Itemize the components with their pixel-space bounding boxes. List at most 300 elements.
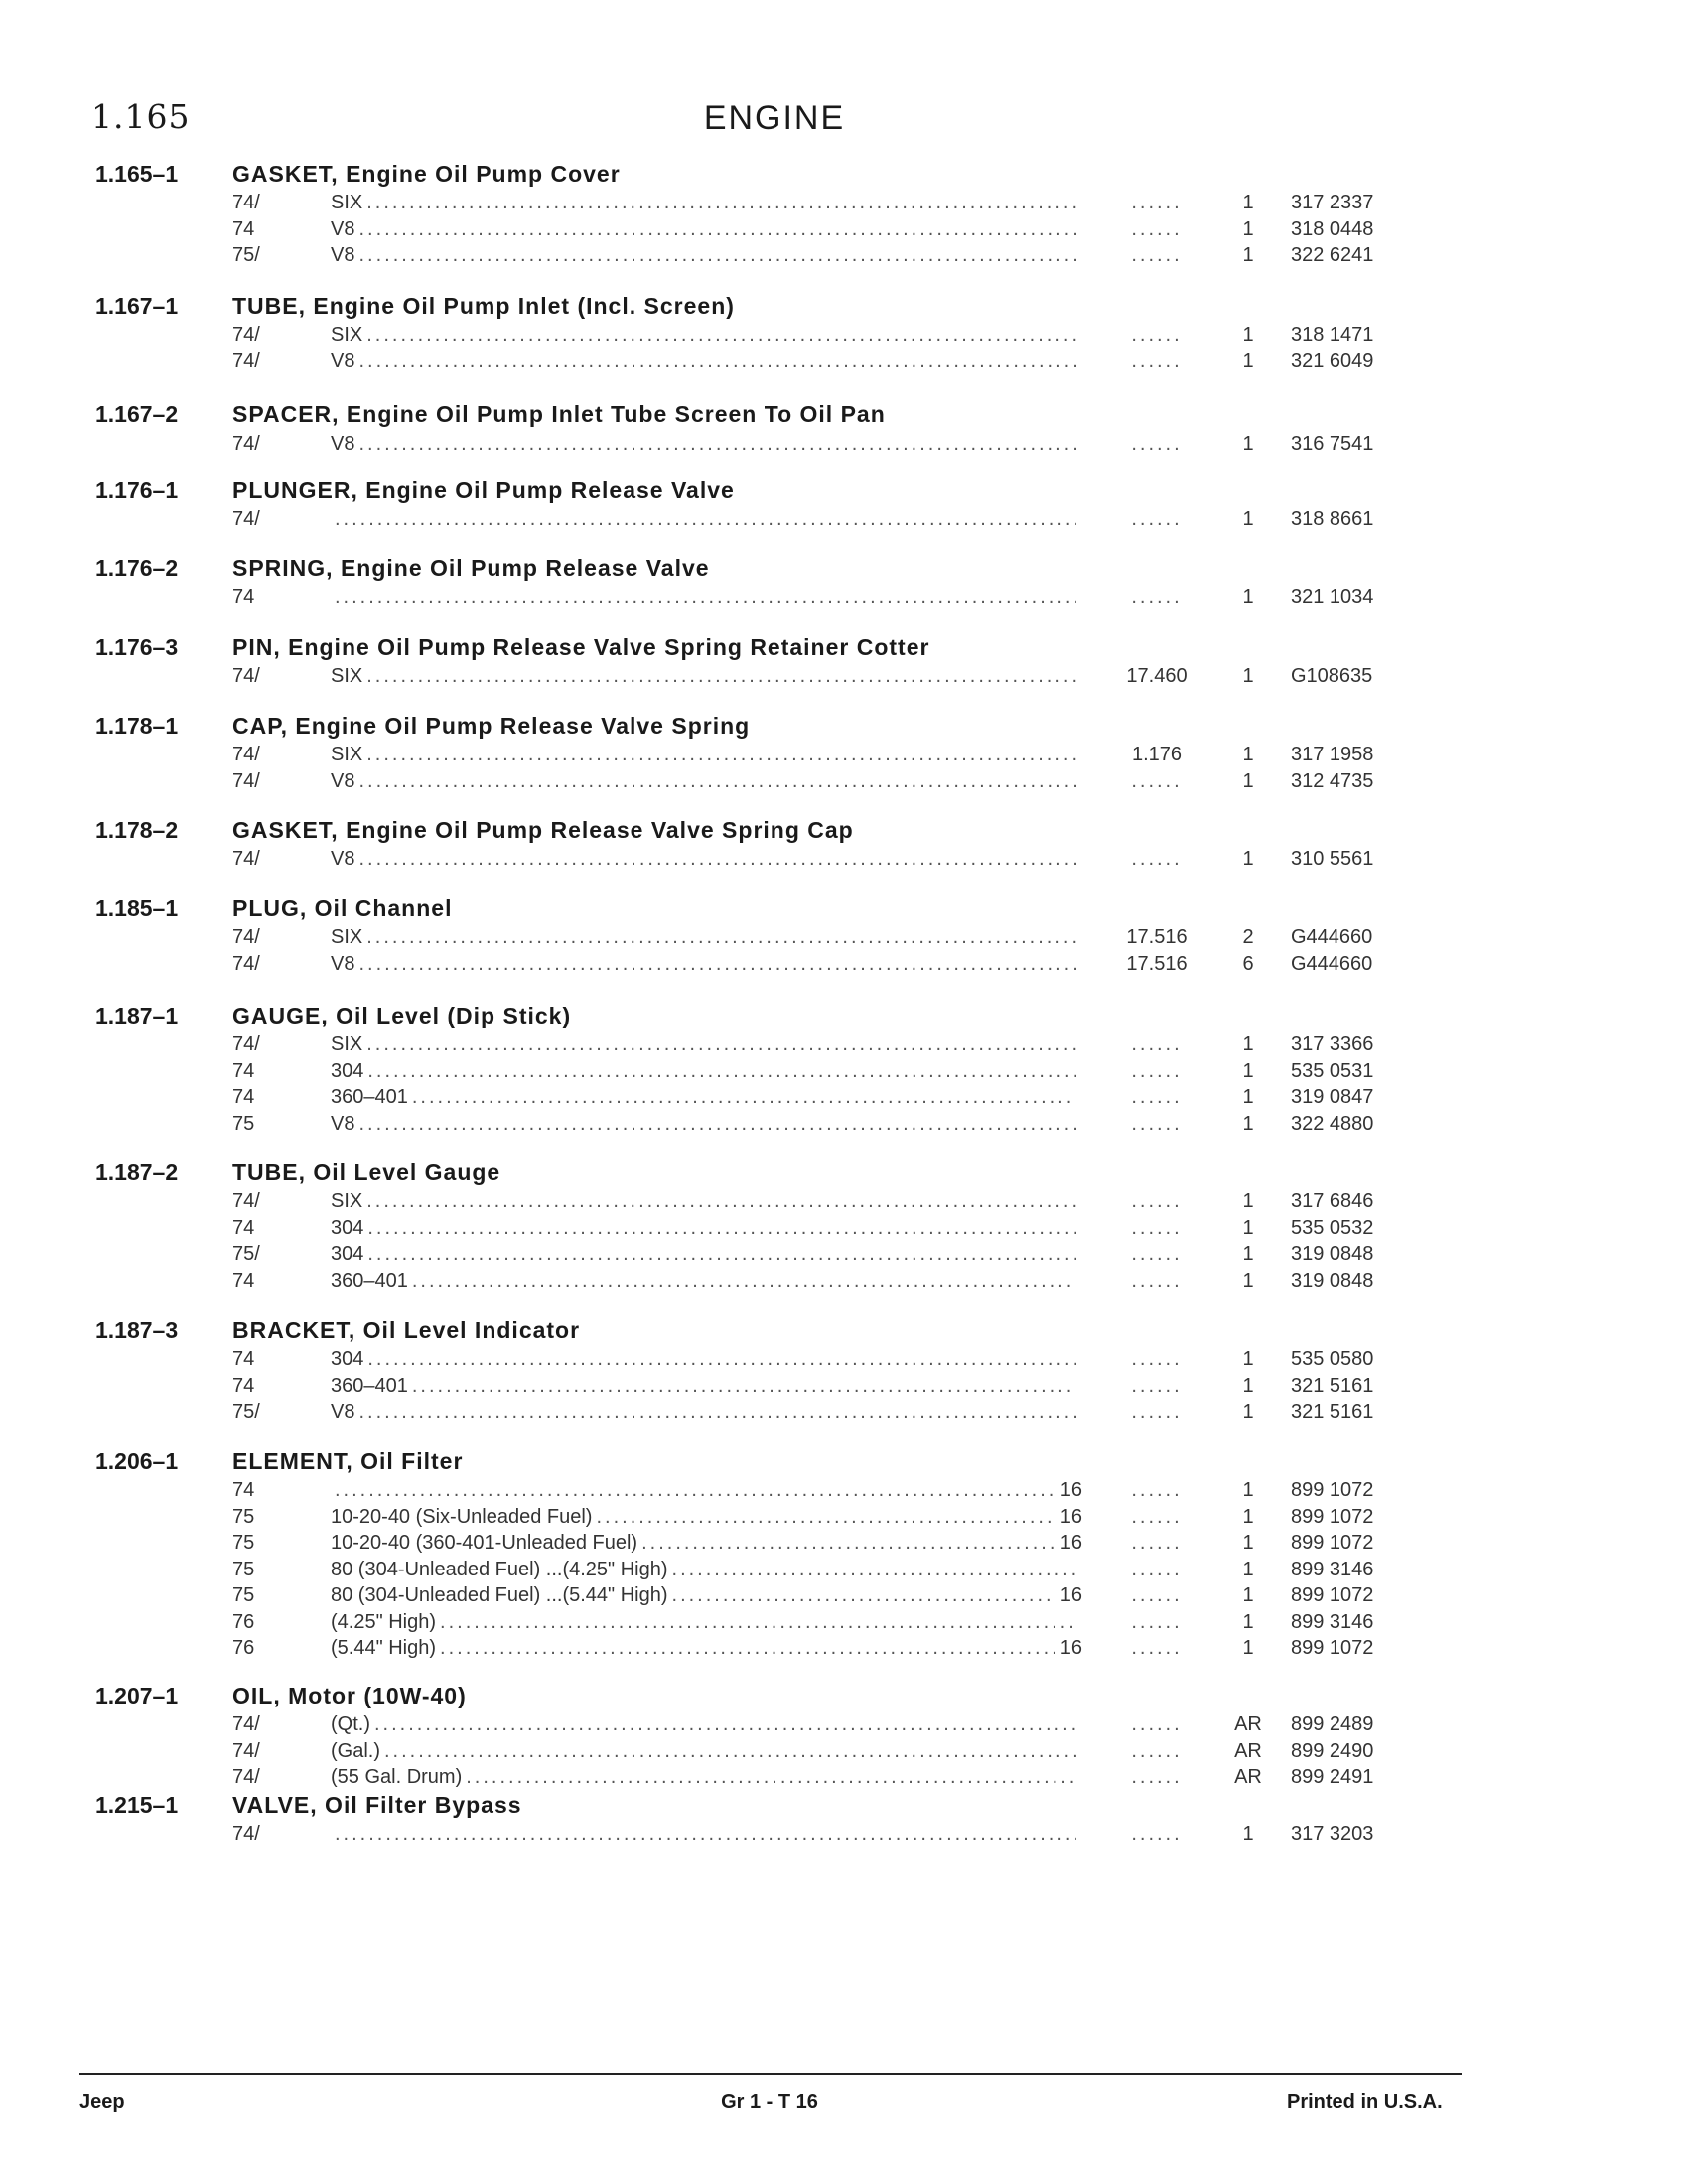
- model-year: 75: [232, 1505, 255, 1528]
- part-number: 321 6049: [1291, 349, 1374, 372]
- section-reference: ......: [1131, 1558, 1183, 1580]
- dot-leader: [412, 1375, 1076, 1398]
- model-year: 74: [232, 1374, 255, 1397]
- quantity: 1: [1242, 848, 1254, 870]
- section-reference: ......: [1131, 1713, 1183, 1735]
- section-reference: ......: [1131, 1584, 1183, 1606]
- part-line: [0, 218, 1688, 244]
- section-ref-number: 1.187–2: [95, 1160, 179, 1185]
- section-ref-number: 1.207–1: [95, 1683, 179, 1708]
- part-number: 318 1471: [1291, 324, 1374, 345]
- quantity: 1: [1242, 1112, 1254, 1135]
- part-number: 535 0580: [1291, 1348, 1374, 1370]
- part-number: 318 8661: [1291, 508, 1374, 530]
- section-reference: ......: [1131, 1243, 1183, 1265]
- dot-leader: [384, 1740, 1076, 1763]
- quantity: 1: [1242, 1584, 1254, 1606]
- footnote-ref: 16: [1059, 1637, 1082, 1659]
- part-description: (55 Gal. Drum): [331, 1766, 463, 1788]
- section-reference: ......: [1131, 1216, 1183, 1239]
- section-reference: ......: [1131, 1348, 1183, 1370]
- part-number: 899 1072: [1291, 1505, 1374, 1528]
- part-description: V8: [331, 1112, 355, 1135]
- part-number: G108635: [1291, 665, 1373, 687]
- part-description: SIX: [331, 665, 363, 687]
- model-year: 74/: [232, 349, 260, 372]
- dot-leader: [335, 586, 1076, 609]
- part-description: 360–401: [331, 1374, 408, 1397]
- dot-leader: [358, 770, 1076, 793]
- dot-leader: [672, 1584, 1055, 1607]
- description-cell: [331, 1506, 1082, 1529]
- part-line: [0, 1479, 1688, 1505]
- part-number: 317 3366: [1291, 1033, 1374, 1055]
- part-description: (4.25" High): [331, 1610, 437, 1633]
- part-description: V8: [331, 244, 355, 266]
- section-reference: ......: [1131, 433, 1183, 455]
- dot-leader: [366, 192, 1076, 214]
- quantity: 1: [1242, 586, 1254, 608]
- part-number: 899 1072: [1291, 1637, 1374, 1659]
- description-cell: [331, 433, 1082, 456]
- section-heading: VALVE, Oil Filter Bypass: [232, 1792, 522, 1818]
- dot-leader: [440, 1611, 1076, 1634]
- section-reference: ......: [1131, 349, 1183, 372]
- footer-printed: Printed in U.S.A.: [1287, 2091, 1443, 2113]
- part-description: 304: [331, 1216, 364, 1239]
- dot-leader: [358, 1401, 1076, 1424]
- section-heading: PLUNGER, Engine Oil Pump Release Valve: [232, 478, 735, 503]
- dot-leader: [367, 1060, 1076, 1083]
- part-line: [0, 1823, 1688, 1848]
- quantity: 1: [1242, 1059, 1254, 1082]
- part-description: V8: [331, 1401, 355, 1423]
- part-description: 10-20-40 (360-401-Unleaded Fuel): [331, 1532, 638, 1554]
- dot-leader: [366, 926, 1076, 949]
- part-description: 304: [331, 1059, 364, 1082]
- part-line: [0, 1559, 1688, 1584]
- description-cell: [331, 744, 1082, 766]
- part-number: 899 1072: [1291, 1479, 1374, 1501]
- model-year: 75: [232, 1558, 255, 1580]
- part-line: [0, 665, 1688, 691]
- model-year: 74: [232, 217, 255, 240]
- description-cell: [331, 770, 1082, 793]
- dot-leader: [367, 1217, 1076, 1240]
- section-ref-number: 1.176–3: [95, 634, 179, 660]
- dot-leader: [672, 1559, 1076, 1581]
- part-line: [0, 350, 1688, 376]
- footnote-ref: 16: [1059, 1505, 1082, 1528]
- dot-leader: [335, 1823, 1076, 1845]
- quantity: 1: [1242, 1374, 1254, 1397]
- part-description: SIX: [331, 926, 363, 948]
- dot-leader: [358, 433, 1076, 456]
- dot-leader: [466, 1766, 1076, 1789]
- part-description: 80 (304-Unleaded Fuel) ...(4.25" High): [331, 1558, 668, 1580]
- quantity: 1: [1242, 1216, 1254, 1239]
- part-number: 535 0531: [1291, 1059, 1374, 1082]
- quantity: 1: [1242, 1479, 1254, 1501]
- description-cell: [331, 1584, 1082, 1607]
- dot-leader: [358, 1113, 1076, 1136]
- part-number: 322 6241: [1291, 244, 1374, 266]
- model-year: 74/: [232, 926, 260, 948]
- model-year: 75: [232, 1112, 255, 1135]
- description-cell: [331, 1401, 1082, 1424]
- footer-rule: [79, 2073, 1462, 2075]
- part-number: 321 5161: [1291, 1374, 1374, 1397]
- footnote-ref: 16: [1059, 1584, 1082, 1606]
- model-year: 74: [232, 1348, 255, 1370]
- part-number: 322 4880: [1291, 1112, 1374, 1135]
- model-year: 76: [232, 1610, 255, 1633]
- description-cell: [331, 1532, 1082, 1555]
- section-reference: ......: [1131, 1637, 1183, 1659]
- part-line: [0, 508, 1688, 534]
- section-reference: ......: [1131, 1505, 1183, 1528]
- section-heading: ELEMENT, Oil Filter: [232, 1448, 464, 1474]
- description-cell: [331, 1113, 1082, 1136]
- model-year: 74/: [232, 1766, 260, 1788]
- part-line: [0, 1348, 1688, 1374]
- part-line: [0, 1584, 1688, 1610]
- part-description: 80 (304-Unleaded Fuel) ...(5.44" High): [331, 1584, 668, 1606]
- section-reference: ......: [1131, 324, 1183, 345]
- part-description: V8: [331, 848, 355, 870]
- section-ref-number: 1.165–1: [95, 161, 179, 187]
- model-year: 74/: [232, 665, 260, 687]
- part-line: [0, 1766, 1688, 1792]
- model-year: 75/: [232, 1243, 260, 1265]
- part-line: [0, 926, 1688, 952]
- part-number: 899 3146: [1291, 1558, 1374, 1580]
- part-description: V8: [331, 217, 355, 240]
- section-ref-number: 1.187–1: [95, 1003, 179, 1028]
- section-reference: ......: [1131, 586, 1183, 608]
- part-line: [0, 1375, 1688, 1401]
- model-year: 74/: [232, 769, 260, 792]
- description-cell: [331, 1611, 1082, 1634]
- part-number: G444660: [1291, 926, 1373, 948]
- part-description: SIX: [331, 1190, 363, 1212]
- dot-leader: [366, 665, 1076, 688]
- part-line: [0, 1637, 1688, 1663]
- dot-leader: [358, 218, 1076, 241]
- section-reference: ......: [1131, 217, 1183, 240]
- quantity: 1: [1242, 244, 1254, 266]
- quantity: 1: [1242, 744, 1254, 765]
- quantity: 1: [1242, 665, 1254, 687]
- section-reference: ......: [1131, 1401, 1183, 1423]
- part-description: V8: [331, 349, 355, 372]
- model-year: 74/: [232, 192, 260, 213]
- part-number: 899 3146: [1291, 1610, 1374, 1633]
- quantity: 1: [1242, 1637, 1254, 1659]
- model-year: 75: [232, 1584, 255, 1606]
- model-year: 74/: [232, 1190, 260, 1212]
- section-ref-number: 1.215–1: [95, 1792, 179, 1818]
- section-reference: ......: [1131, 1190, 1183, 1212]
- part-number: 899 2490: [1291, 1739, 1374, 1762]
- description-cell: [331, 508, 1082, 531]
- model-year: 74/: [232, 1739, 260, 1762]
- quantity: 1: [1242, 1086, 1254, 1108]
- part-number: 317 3203: [1291, 1823, 1374, 1844]
- quantity: 1: [1242, 1532, 1254, 1554]
- description-cell: [331, 1217, 1082, 1240]
- section-heading: OIL, Motor (10W-40): [232, 1683, 467, 1708]
- dot-leader: [367, 1243, 1076, 1266]
- part-line: [0, 848, 1688, 874]
- section-ref-number: 1.167–1: [95, 293, 179, 319]
- section-reference: ......: [1131, 1374, 1183, 1397]
- part-line: [0, 1506, 1688, 1532]
- footer-brand: Jeep: [79, 2091, 125, 2113]
- description-cell: [331, 244, 1082, 267]
- quantity: 1: [1242, 192, 1254, 213]
- quantity: 1: [1242, 324, 1254, 345]
- part-description: SIX: [331, 324, 363, 345]
- section-reference: ......: [1131, 1610, 1183, 1633]
- footer-group-ref: Gr 1 - T 16: [721, 2091, 818, 2113]
- quantity: 1: [1242, 349, 1254, 372]
- part-line: [0, 244, 1688, 270]
- section-heading: CAP, Engine Oil Pump Release Valve Spring: [232, 713, 751, 739]
- quantity: 1: [1242, 433, 1254, 455]
- model-year: 74/: [232, 433, 260, 455]
- part-number: 312 4735: [1291, 769, 1374, 792]
- model-year: 75/: [232, 244, 260, 266]
- part-number: 317 2337: [1291, 192, 1374, 213]
- dot-leader: [596, 1506, 1054, 1529]
- part-number: 319 0848: [1291, 1243, 1374, 1265]
- quantity: 1: [1242, 1823, 1254, 1844]
- description-cell: [331, 848, 1082, 871]
- section-heading: GASKET, Engine Oil Pump Cover: [232, 161, 621, 187]
- part-number: 321 1034: [1291, 586, 1374, 608]
- part-description: (Gal.): [331, 1739, 380, 1762]
- description-cell: [331, 324, 1082, 346]
- dot-leader: [367, 1348, 1076, 1371]
- description-cell: [331, 1033, 1082, 1056]
- description-cell: [331, 1243, 1082, 1266]
- page-title: ENGINE: [703, 99, 846, 137]
- description-cell: [331, 926, 1082, 949]
- part-line: [0, 1401, 1688, 1427]
- section-reference: ......: [1131, 1269, 1183, 1292]
- part-line: [0, 586, 1688, 612]
- section-ref-number: 1.206–1: [95, 1448, 179, 1474]
- model-year: 74/: [232, 508, 260, 530]
- part-line: [0, 1190, 1688, 1216]
- section-heading: TUBE, Engine Oil Pump Inlet (Incl. Screen): [232, 293, 735, 319]
- description-cell: [331, 1479, 1082, 1502]
- section-ref-number: 1.185–1: [95, 895, 179, 921]
- part-line: [0, 1243, 1688, 1269]
- part-line: [0, 433, 1688, 459]
- description-cell: [331, 1375, 1082, 1398]
- part-number: 310 5561: [1291, 848, 1374, 870]
- section-ref-number: 1.176–2: [95, 555, 179, 581]
- dot-leader: [366, 324, 1076, 346]
- description-cell: [331, 586, 1082, 609]
- quantity: AR: [1234, 1766, 1262, 1788]
- part-number: 535 0532: [1291, 1216, 1374, 1239]
- dot-leader: [366, 1190, 1076, 1213]
- description-cell: [331, 1637, 1082, 1660]
- part-description: 304: [331, 1243, 364, 1265]
- quantity: AR: [1234, 1713, 1262, 1735]
- part-number: 319 0847: [1291, 1086, 1374, 1108]
- model-year: 74/: [232, 952, 260, 975]
- model-year: 76: [232, 1637, 255, 1659]
- part-number: 319 0848: [1291, 1269, 1374, 1292]
- description-cell: [331, 953, 1082, 976]
- part-number: 316 7541: [1291, 433, 1374, 455]
- part-number: 317 6846: [1291, 1190, 1374, 1212]
- quantity: 1: [1242, 217, 1254, 240]
- model-year: 74: [232, 1479, 255, 1501]
- section-reference: 17.460: [1126, 665, 1188, 687]
- model-year: 74/: [232, 1713, 260, 1735]
- part-description: SIX: [331, 1033, 363, 1055]
- model-year: 74/: [232, 324, 260, 345]
- part-description: 360–401: [331, 1086, 408, 1108]
- description-cell: [331, 1060, 1082, 1083]
- section-reference: 17.516: [1126, 926, 1188, 948]
- section-reference: ......: [1131, 1739, 1183, 1762]
- page-number: 1.165: [91, 97, 191, 136]
- dot-leader: [366, 1033, 1076, 1056]
- part-line: [0, 744, 1688, 769]
- part-number: G444660: [1291, 952, 1373, 975]
- quantity: 6: [1242, 952, 1254, 975]
- model-year: 75/: [232, 1401, 260, 1423]
- quantity: 1: [1242, 1269, 1254, 1292]
- section-reference: ......: [1131, 1532, 1183, 1554]
- part-description: SIX: [331, 744, 363, 765]
- description-cell: [331, 1190, 1082, 1213]
- part-line: [0, 1740, 1688, 1766]
- part-description: 360–401: [331, 1269, 408, 1292]
- section-ref-number: 1.178–2: [95, 817, 179, 843]
- section-heading: SPRING, Engine Oil Pump Release Valve: [232, 555, 710, 581]
- quantity: 1: [1242, 508, 1254, 530]
- section-ref-number: 1.167–2: [95, 401, 179, 427]
- section-ref-number: 1.178–1: [95, 713, 179, 739]
- model-year: 74/: [232, 1033, 260, 1055]
- dot-leader: [335, 1479, 1055, 1502]
- part-description: V8: [331, 952, 355, 975]
- part-description: V8: [331, 769, 355, 792]
- description-cell: [331, 1348, 1082, 1371]
- part-number: 899 2489: [1291, 1713, 1374, 1735]
- part-line: [0, 953, 1688, 979]
- dot-leader: [335, 508, 1076, 531]
- footnote-ref: 16: [1059, 1479, 1082, 1501]
- dot-leader: [358, 244, 1076, 267]
- section-reference: ......: [1131, 1033, 1183, 1055]
- section-reference: ......: [1131, 244, 1183, 266]
- section-reference: 17.516: [1126, 952, 1188, 975]
- part-number: 899 1072: [1291, 1584, 1374, 1606]
- part-description: V8: [331, 433, 355, 455]
- description-cell: [331, 1559, 1082, 1581]
- part-line: [0, 1217, 1688, 1243]
- quantity: 2: [1242, 926, 1254, 948]
- quantity: 1: [1242, 1190, 1254, 1212]
- section-heading: BRACKET, Oil Level Indicator: [232, 1317, 581, 1343]
- part-number: 317 1958: [1291, 744, 1374, 765]
- section-reference: ......: [1131, 1479, 1183, 1501]
- description-cell: [331, 192, 1082, 214]
- dot-leader: [412, 1270, 1076, 1293]
- part-line: [0, 1532, 1688, 1558]
- section-reference: ......: [1131, 1059, 1183, 1082]
- section-reference: ......: [1131, 1112, 1183, 1135]
- dot-leader: [412, 1086, 1076, 1109]
- model-year: 74/: [232, 1823, 260, 1844]
- part-line: [0, 770, 1688, 796]
- dot-leader: [366, 744, 1076, 766]
- section-reference: ......: [1131, 848, 1183, 870]
- part-number: 899 1072: [1291, 1532, 1374, 1554]
- part-line: [0, 324, 1688, 349]
- part-line: [0, 1611, 1688, 1637]
- quantity: 1: [1242, 1401, 1254, 1423]
- description-cell: [331, 1270, 1082, 1293]
- part-number: 899 2491: [1291, 1766, 1374, 1788]
- section-reference: ......: [1131, 508, 1183, 530]
- quantity: 1: [1242, 1243, 1254, 1265]
- description-cell: [331, 218, 1082, 241]
- part-description: (5.44" High): [331, 1637, 437, 1659]
- section-reference: ......: [1131, 769, 1183, 792]
- section-heading: SPACER, Engine Oil Pump Inlet Tube Screen To Oil Pan: [232, 401, 886, 427]
- part-line: [0, 1270, 1688, 1296]
- dot-leader: [440, 1637, 1055, 1660]
- quantity: 1: [1242, 769, 1254, 792]
- description-cell: [331, 665, 1082, 688]
- footnote-ref: 16: [1059, 1532, 1082, 1554]
- model-year: 74: [232, 1086, 255, 1108]
- model-year: 74: [232, 1216, 255, 1239]
- section-reference: 1.176: [1131, 744, 1183, 765]
- description-cell: [331, 1713, 1082, 1736]
- description-cell: [331, 350, 1082, 373]
- description-cell: [331, 1766, 1082, 1789]
- part-number: 321 5161: [1291, 1401, 1374, 1423]
- section-heading: PIN, Engine Oil Pump Release Valve Spring Retainer Cotter: [232, 634, 930, 660]
- quantity: 1: [1242, 1610, 1254, 1633]
- section-reference: ......: [1131, 1823, 1183, 1844]
- section-ref-number: 1.187–3: [95, 1317, 179, 1343]
- model-year: 74/: [232, 744, 260, 765]
- model-year: 74: [232, 1269, 255, 1292]
- section-heading: GASKET, Engine Oil Pump Release Valve Spring Cap: [232, 817, 854, 843]
- part-line: [0, 1086, 1688, 1112]
- section-reference: ......: [1131, 1086, 1183, 1108]
- part-description: 304: [331, 1348, 364, 1370]
- description-cell: [331, 1740, 1082, 1763]
- quantity: 1: [1242, 1505, 1254, 1528]
- dot-leader: [358, 848, 1076, 871]
- dot-leader: [641, 1532, 1055, 1555]
- dot-leader: [358, 953, 1076, 976]
- part-line: [0, 1113, 1688, 1139]
- description-cell: [331, 1823, 1082, 1845]
